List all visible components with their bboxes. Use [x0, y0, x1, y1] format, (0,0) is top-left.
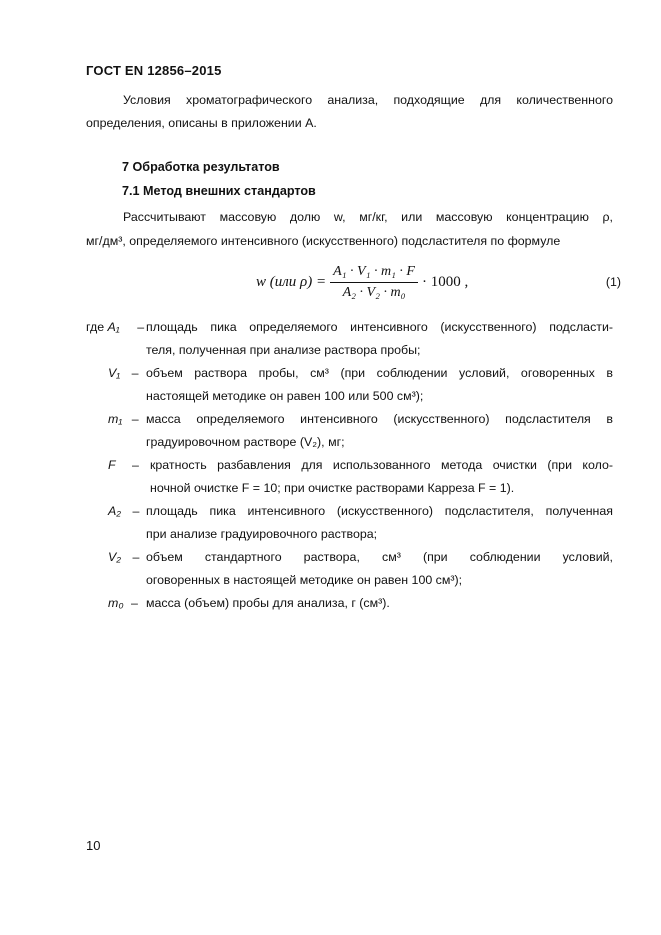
section-7-1-text-line2: мг/дм³, определяемого интенсивного (искусственного) подсластителя по формуле: [86, 234, 561, 248]
definition-dash: –: [132, 504, 140, 518]
definition-symbol: [108, 454, 168, 477]
definition-line: объем стандартного раствора, см³ (при соблюдении условий,: [146, 550, 613, 564]
definition-text: [146, 362, 613, 408]
formula: [256, 258, 468, 306]
definition-dash: –: [137, 320, 145, 334]
formula-lhs: w (или ρ) =: [256, 273, 327, 290]
definition-line: масса определяемого интенсивного (искусственного) подсластителя в: [146, 412, 613, 426]
definition-variable: m₁: [108, 412, 123, 426]
definition-symbol: [108, 362, 168, 385]
definition-line: ночной очистке F = 10; при очистке растворами Карреза F = 1).: [150, 481, 515, 495]
definition-item: [86, 362, 621, 408]
definition-variable: V₁: [108, 366, 121, 380]
definition-text: [146, 592, 613, 615]
section-7-1-heading: 7.1 Метод внешних стандартов: [122, 184, 316, 198]
definition-item: [86, 500, 621, 546]
definition-text: [146, 408, 613, 454]
formula-denominator: A₂ · V₂ · m₀: [342, 284, 406, 300]
definition-symbol: [108, 546, 168, 569]
page-number: 10: [86, 838, 101, 853]
definition-line: настоящей методике он равен 100 или 500 см³);: [146, 389, 424, 403]
definition-item: [86, 546, 621, 592]
definition-symbol: [108, 408, 168, 431]
definition-dash: –: [132, 550, 140, 564]
definition-line: кратность разбавления для использованного метода очистки (при коло-: [150, 458, 613, 472]
definition-line: оговоренных в настоящей методике он равен 100 см³);: [146, 573, 463, 587]
definition-line: при анализе градуировочного раствора;: [146, 527, 378, 541]
definition-item: [86, 408, 621, 454]
definition-item: [86, 316, 621, 362]
definition-line: теля, полученная при анализе раствора пробы;: [146, 343, 421, 357]
definition-dash: –: [131, 366, 139, 380]
definition-line: площадь пика интенсивного (искусственного) подсластителя, полученная: [146, 504, 613, 518]
definition-symbol: [108, 592, 168, 615]
definition-variable: V₂: [108, 550, 121, 564]
definition-variable: A₁: [107, 320, 120, 334]
definition-dash: –: [131, 412, 139, 426]
definition-line: объем раствора пробы, см³ (при соблюдении условий, оговоренных в: [146, 366, 613, 380]
definition-text: [150, 454, 613, 500]
intro-paragraph: Условия хроматографического анализа, подходящие для количественного определения, описаны в приложении А.: [86, 93, 613, 130]
definition-text: [146, 500, 613, 546]
definition-prefix: где: [86, 320, 105, 334]
definition-text: [146, 316, 613, 362]
definition-line: масса (объем) пробы для анализа, г (см³).: [146, 596, 390, 610]
formula-number: (1): [605, 275, 621, 289]
definition-line: площадь пика определяемого интенсивного (искусственного) подсласти-: [146, 320, 613, 334]
definition-dash: –: [131, 596, 138, 610]
formula-numerator: A₁ · V₁ · m₁ · F: [330, 264, 418, 283]
formula-factor: · 1000 ,: [421, 273, 469, 290]
section-7-1-text-line1: Рассчитывают массовую долю w, мг/кг, или массовую концентрацию ρ,: [123, 210, 613, 224]
definition-symbol: [86, 316, 146, 339]
formula-block: [86, 258, 621, 308]
definition-dash: –: [132, 458, 139, 472]
definition-text: [146, 546, 613, 592]
formula-fraction: [330, 264, 418, 301]
definition-variable: m₀: [108, 596, 124, 610]
definition-item: [86, 454, 621, 500]
section-7-heading: 7 Обработка результатов: [122, 160, 280, 174]
definition-item: [86, 592, 621, 615]
document-code: ГОСТ EN 12856–2015: [86, 63, 222, 78]
definition-symbol: [108, 500, 168, 523]
definition-variable: A₂: [108, 504, 121, 518]
definition-line: градуировочном растворе (V₂), мг;: [146, 435, 345, 449]
definitions-list: [86, 316, 621, 615]
definition-variable: F: [108, 458, 116, 472]
